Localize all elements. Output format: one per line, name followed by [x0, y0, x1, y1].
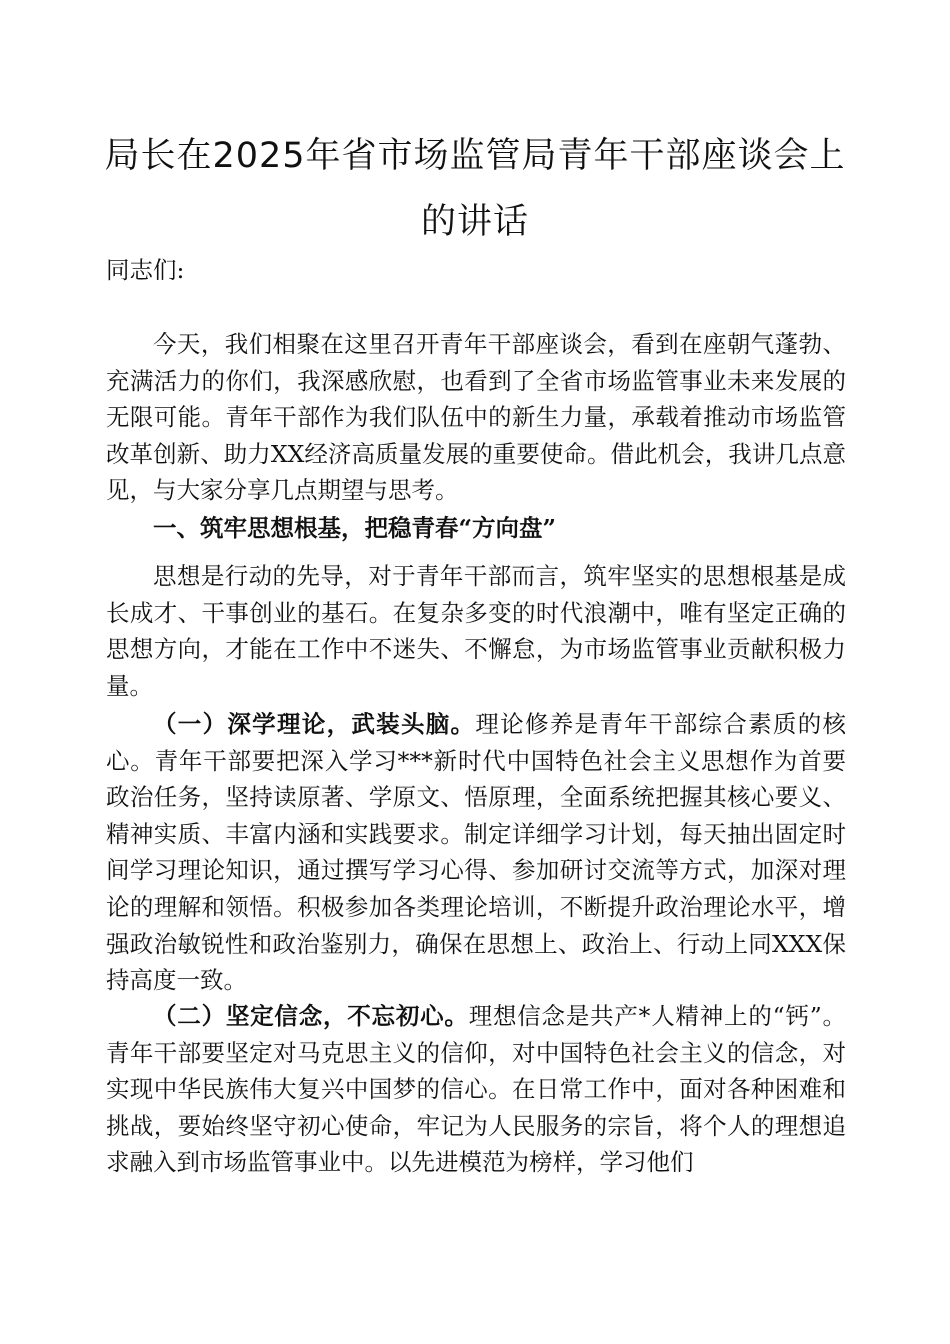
item-1-paragraph	[106, 706, 846, 999]
item-2-paragraph	[106, 998, 846, 1181]
section-1-heading: 一、筑牢思想根基，把稳青春“方向盘”	[153, 514, 557, 542]
document-title-line-1: 局长在2025年省市场监管局青年干部座谈会上	[104, 136, 846, 176]
item-2-text: 理想信念是共产*人精神上的“钙”。青年干部要坚定对马克思主义的信仰，对中国特色社会主义的信念，对实现中华民族伟大复兴中国梦的信心。在日常工作中，面对各种困难和挑战，要始终坚守初心使命，牢记为人民服务的宗旨，将个人的理想追求融入到市场监管事业中。以先进模范为榜样，学习他们	[106, 1002, 846, 1177]
item-1-text: 理论修养是青年干部综合素质的核心。青年干部要把深入学习***新时代中国特色社会主义思想作为首要政治任务，坚持读原著、学原文、悟原理，全面系统把握其核心要义、精神实质、丰富内涵和实践要求。制定详细学习计划，每天抽出固定时间学习理论知识，通过撰写学习心得、参加研讨交流等方式，加深对理论的理解和领悟。积极参加各类理论培训，不断提升政治理论水平，增强政治敏锐性和政治鉴别力，确保在思想上、政治上、行动上同XXX保持高度一致。	[106, 710, 847, 995]
item-1-heading: （一）深学理论，武装头脑。	[153, 710, 476, 738]
document-title-line-2: 的讲话	[420, 202, 529, 242]
salutation: 同志们:	[106, 256, 185, 284]
item-2-heading: （二）坚定信念，不忘初心。	[153, 1002, 469, 1030]
section-1-paragraph: 思想是行动的先导，对于青年干部而言，筑牢坚实的思想根基是成长成才、干事创业的基石。在复杂多变的时代浪潮中，唯有坚定正确的思想方向，才能在工作中不迷失、不懈怠，为市场监管事业贡献积极力量。	[106, 562, 846, 700]
intro-paragraph: 今天，我们相聚在这里召开青年干部座谈会，看到在座朝气蓬勃、充满活力的你们，我深感欣慰，也看到了全省市场监管事业未来发展的无限可能。青年干部作为我们队伍中的新生力量，承载着推动市场监管改革创新、助力XX经济高质量发展的重要使命。借此机会，我讲几点意见，与大家分享几点期望与思考。	[106, 330, 846, 505]
